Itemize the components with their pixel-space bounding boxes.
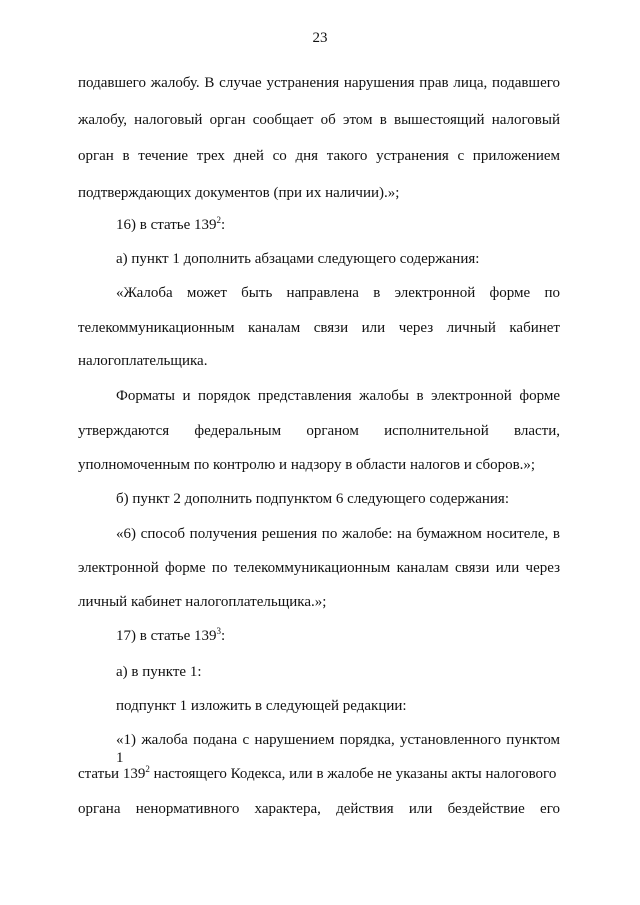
paragraph-line: «6) способ получения решения по жалобе: на бумажном носителе, в — [116, 526, 560, 542]
item-16 — [116, 216, 560, 234]
paragraph-line: личный кабинет налогоплательщика.»; — [78, 594, 327, 610]
paragraph-line: органа ненормативного характера, действия или бездействие его — [78, 801, 560, 817]
paragraph-line: «Жалоба может быть направлена в электронной форме по — [116, 285, 560, 301]
page-number: 23 — [312, 30, 328, 46]
item-17-colon: : — [221, 628, 226, 644]
paragraph-line: орган в течение трех дней со дня такого устранения с приложением — [78, 148, 560, 164]
statya-superscript: 2 — [145, 764, 150, 774]
paragraph-line: налогоплательщика. — [78, 353, 208, 369]
paragraph-line-statya — [78, 765, 560, 783]
item-16-colon: : — [221, 217, 226, 233]
paragraph-line: подавшего жалобу. В случае устранения нарушения прав лица, подавшего — [78, 75, 560, 91]
paragraph-line: «1) жалоба подана с нарушением порядка, установленного пунктом 1 — [116, 732, 560, 766]
item-17-superscript: 3 — [216, 626, 222, 636]
paragraph-line: уполномоченным по контролю и надзору в области налогов и сборов.»; — [78, 457, 536, 473]
item-16-text: 16) в статье 139 — [116, 217, 217, 233]
statya-text: статьи 139 — [78, 766, 146, 782]
paragraph-line: электронной форме по телекоммуникационным каналам связи или через — [78, 560, 560, 576]
statya-rest: настоящего Кодекса, или в жалобе не указаны акты налогового — [149, 766, 557, 782]
paragraph-line: утверждаются федеральным органом исполнительной власти, — [78, 423, 560, 439]
paragraph-line: телекоммуникационным каналам связи или через личный кабинет — [78, 320, 560, 336]
paragraph-line: б) пункт 2 дополнить подпунктом 6 следующего содержания: — [116, 491, 509, 507]
paragraph-line: а) в пункте 1: — [116, 664, 202, 680]
paragraph-line: подпункт 1 изложить в следующей редакции: — [116, 698, 407, 714]
item-16-superscript: 2 — [216, 215, 222, 225]
paragraph-line: Форматы и порядок представления жалобы в электронной форме — [116, 388, 560, 404]
paragraph-line: а) пункт 1 дополнить абзацами следующего содержания: — [116, 251, 480, 267]
paragraph-line: жалобу, налоговый орган сообщает об этом в вышестоящий налоговый — [78, 112, 560, 128]
item-17-text: 17) в статье 139 — [116, 628, 217, 644]
item-17 — [116, 627, 560, 645]
paragraph-line: подтверждающих документов (при их наличии).»; — [78, 185, 400, 201]
